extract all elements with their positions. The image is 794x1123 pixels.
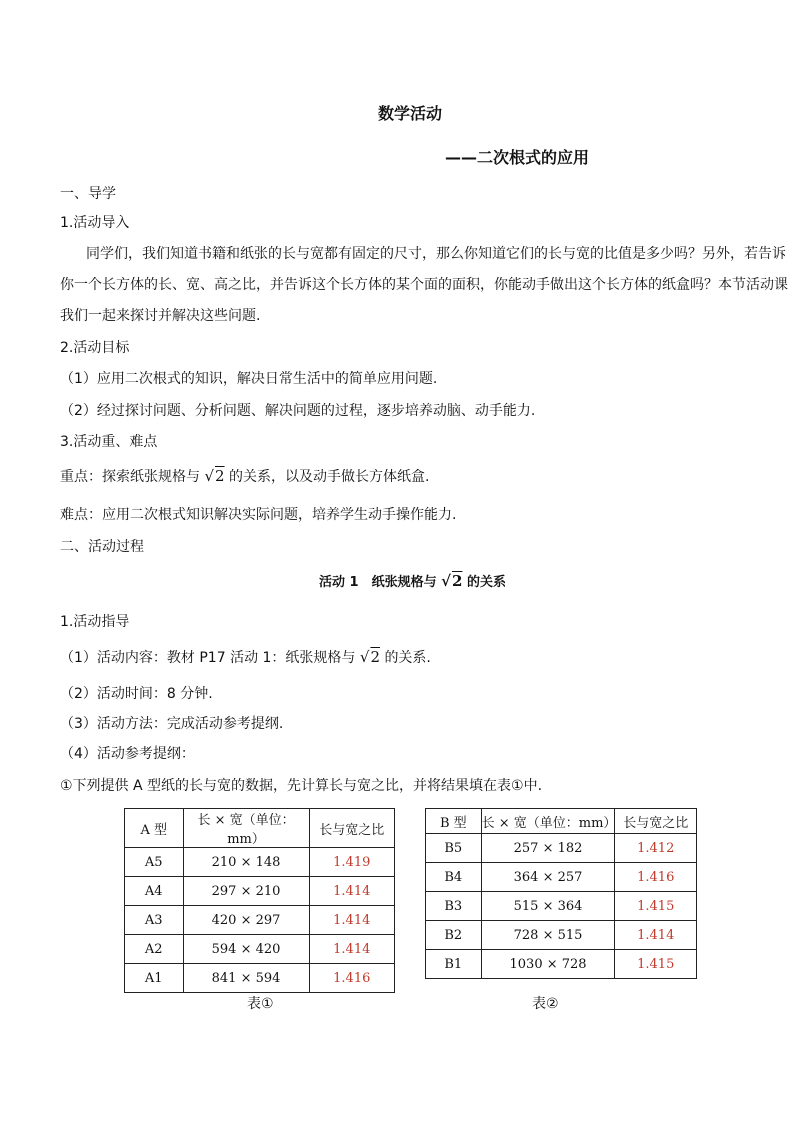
page-subtitle: ——二次根式的应用 [445,148,590,167]
table-row [426,834,697,863]
table-cell-ratio: 1.415 [615,892,697,921]
table-cell-ratio: 1.414 [309,877,394,906]
table-cell-type: A2 [125,935,184,964]
table-cell-type: B5 [426,834,482,863]
table-header-cell: 长与宽之比 [615,809,697,834]
table-row [426,921,697,950]
table-cell-ratio: 1.414 [309,935,394,964]
table-header-cell: A 型 [125,809,184,848]
table-cell-ratio: 1.416 [309,964,394,993]
heading-activity-guide: 1.活动指导 [60,614,130,630]
table-cell-size: 257 × 182 [481,834,615,863]
content-line-5: ①下列提供 A 型纸的长与宽的数据，先计算长与宽之比，并将结果填在表①中. [60,778,543,794]
key-point-post: 的关系，以及动手做长方体纸盒. [229,469,430,485]
table-cell-size: 420 × 297 [183,906,309,935]
goal-1: （1）应用二次根式的知识，解决日常生活中的简单应用问题. [60,371,438,387]
content-line-1-pre: （1）活动内容：教材 P17 活动 1：纸张规格与 [60,650,356,666]
table-row [125,906,395,935]
table-header-cell: 长与宽之比 [309,809,394,848]
table-cell-type: B4 [426,863,482,892]
key-point-pre: 重点：探索纸张规格与 [60,469,200,485]
section-heading-guide: 一、导学 [60,186,116,202]
table-header-cell: 长 × 宽（单位：mm） [481,809,615,834]
activity-1-title-post: 的关系 [466,575,506,590]
sqrt-two-symbol: √2 [359,648,380,666]
table-cell-ratio: 1.414 [615,921,697,950]
table-row [125,848,395,877]
table-cell-type: B3 [426,892,482,921]
table-cell-size: 594 × 420 [183,935,309,964]
table-cell-type: A4 [125,877,184,906]
table-cell-type: A3 [125,906,184,935]
section-heading-process: 二、活动过程 [60,539,144,555]
sqrt-two-radicand: 2 [370,648,380,666]
table-cell-size: 210 × 148 [183,848,309,877]
table-row [426,950,697,979]
table-header-row [426,809,697,834]
table-header-row [125,809,395,848]
activity-1-title-pre: 活动 1 纸张规格与 [319,575,437,590]
table-row [426,892,697,921]
table-cell-type: A1 [125,964,184,993]
heading-activity-goals: 2.活动目标 [60,340,130,356]
content-line-1 [60,647,431,667]
sqrt-two-radicand: 2 [215,467,225,485]
table-cell-ratio: 1.419 [309,848,394,877]
table-b-series [425,808,697,979]
table-b-caption: 表② [532,996,559,1012]
table-row [125,964,395,993]
table-cell-ratio: 1.412 [615,834,697,863]
table-header-cell: B 型 [426,809,482,834]
table-row [125,935,395,964]
table-cell-size: 515 × 364 [481,892,615,921]
content-line-4: （4）活动参考提纲： [60,746,195,762]
content-line-2: （2）活动时间：8 分钟. [60,686,213,702]
table-cell-size: 297 × 210 [183,877,309,906]
content-line-1-post: 的关系. [384,650,431,666]
table-a-series [124,808,395,993]
heading-key-points: 3.活动重、难点 [60,434,158,450]
table-row [125,877,395,906]
table-cell-size: 1030 × 728 [481,950,615,979]
intro-line-2: 你一个长方体的长、宽、高之比，并告诉这个长方体的某个面的面积，你能动手做出这个长方体的纸盒吗？本节活动课 [60,277,788,293]
table-header-cell: 长 × 宽（单位：mm） [183,809,309,848]
table-a-caption: 表① [247,996,274,1012]
sqrt-two-radicand: 2 [451,572,463,590]
sqrt-two-symbol: √2 [441,572,463,590]
content-line-3: （3）活动方法：完成活动参考提纲. [60,716,284,732]
table-cell-ratio: 1.415 [615,950,697,979]
table-cell-ratio: 1.416 [615,863,697,892]
table-cell-size: 728 × 515 [481,921,615,950]
sqrt-two-symbol: √2 [204,467,225,485]
key-point-line [60,466,429,486]
activity-1-title [319,571,506,590]
intro-line-1: 同学们，我们知道书籍和纸张的长与宽都有固定的尺寸，那么你知道它们的长与宽的比值是多少吗？另外，若告诉 [86,246,786,262]
intro-line-3: 我们一起来探讨并解决这些问题. [60,308,261,324]
page-title: 数学活动 [378,104,443,123]
table-cell-ratio: 1.414 [309,906,394,935]
table-cell-size: 841 × 594 [183,964,309,993]
table-cell-size: 364 × 257 [481,863,615,892]
table-row [426,863,697,892]
difficulty-line: 难点：应用二次根式知识解决实际问题，培养学生动手操作能力. [60,507,457,523]
table-cell-type: B1 [426,950,482,979]
goal-2: （2）经过探讨问题、分析问题、解决问题的过程，逐步培养动脑、动手能力. [60,403,536,419]
table-cell-type: A5 [125,848,184,877]
heading-activity-intro: 1.活动导入 [60,215,130,231]
table-cell-type: B2 [426,921,482,950]
